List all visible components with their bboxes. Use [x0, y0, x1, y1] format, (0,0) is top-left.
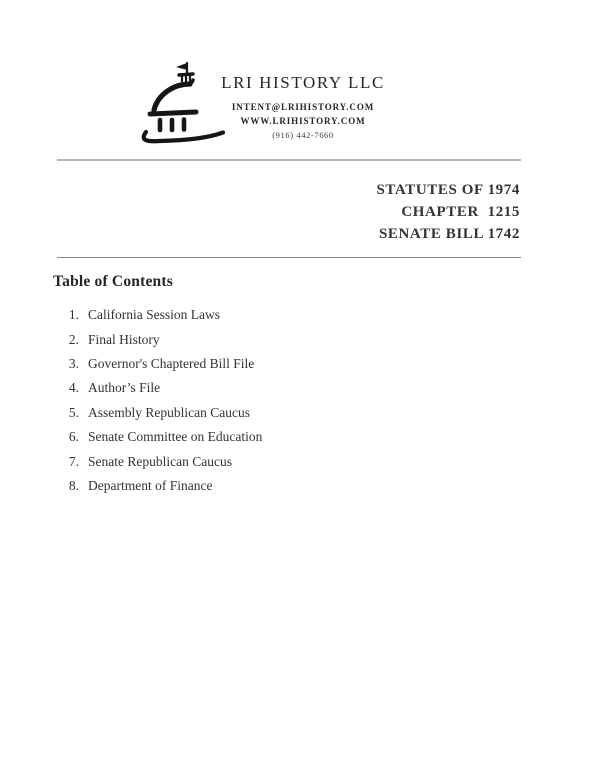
- toc-item: [65, 376, 262, 400]
- toc-item-number: 8.: [68, 477, 79, 493]
- toc-item-label: California Session Laws: [88, 307, 220, 323]
- toc-item-label: Senate Republican Caucus: [88, 453, 232, 469]
- toc-item: [65, 474, 262, 498]
- toc-item: [65, 425, 262, 449]
- toc-item: [65, 401, 262, 425]
- company-phone: (916) 442-7660: [272, 130, 334, 140]
- toc-list: [65, 303, 262, 498]
- company-website: WWW.LRIHISTORY.COM: [240, 116, 366, 126]
- toc-item-label: Final History: [88, 331, 160, 347]
- toc-item-number: 2.: [68, 331, 79, 347]
- statutes-line: STATUTES OF 1974: [376, 182, 520, 198]
- toc-item-number: 5.: [68, 404, 79, 420]
- toc-item: [65, 303, 262, 327]
- toc-item-number: 1.: [68, 307, 79, 323]
- toc-item-label: Governor's Chaptered Bill File: [88, 355, 255, 371]
- toc-item-number: 6.: [68, 429, 79, 445]
- toc-item-label: Assembly Republican Caucus: [88, 404, 250, 420]
- company-email: INTENT@LRIHISTORY.COM: [231, 102, 375, 112]
- divider-bottom: [57, 257, 521, 258]
- toc-item-label: Author’s File: [88, 380, 161, 396]
- toc-item-number: 3.: [68, 355, 79, 371]
- toc-item-number: 4.: [68, 380, 79, 396]
- toc-item: [65, 352, 262, 376]
- letterhead: [180, 73, 426, 142]
- toc-item: [65, 449, 262, 473]
- toc-item-number: 7.: [68, 453, 79, 469]
- company-name: LRI HISTORY LLC: [221, 73, 385, 92]
- toc-item: [65, 327, 262, 351]
- senate-bill-line: SENATE BILL 1742: [378, 226, 520, 242]
- bill-reference-block: [376, 179, 520, 245]
- toc-heading: Table of Contents: [53, 273, 173, 290]
- chapter-line: CHAPTER 1215: [401, 204, 520, 220]
- divider-top: [57, 159, 521, 161]
- toc-item-label: Department of Finance: [88, 477, 213, 493]
- toc-item-label: Senate Committee on Education: [88, 429, 263, 445]
